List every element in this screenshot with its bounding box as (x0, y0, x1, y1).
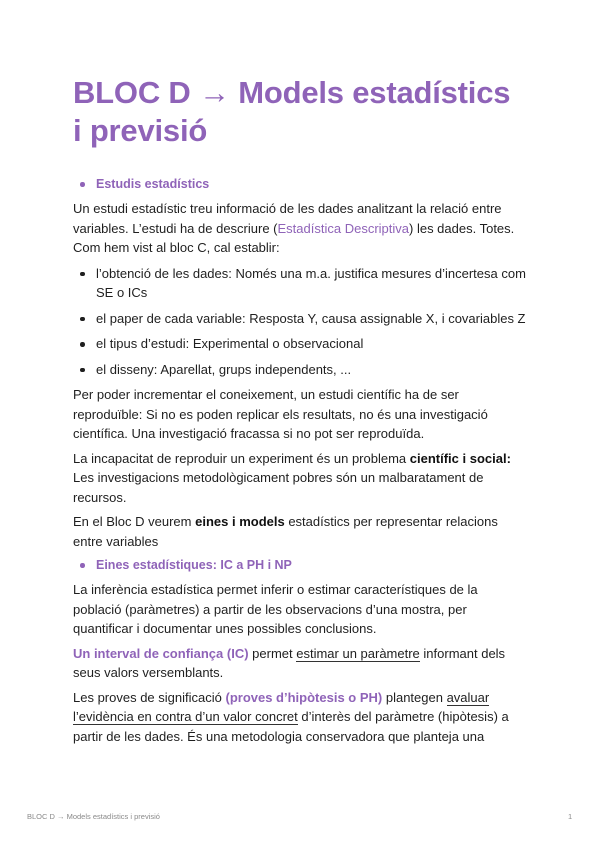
page-body (73, 74, 529, 746)
list-item: el paper de cada variable: Resposta Y, causa assignable X, i covariables Z (73, 309, 529, 329)
paragraph-bloc-d: En el Bloc D veurem eines i models estadístics per representar relacions entre variables (73, 514, 498, 549)
paragraph-ph: Les proves de significació (proves d’hipòtesis o PH) plantegen avaluar l’evidència en contra d’un valor concret d’interès del paràmetre (hipòtesis) a partir de les dades. És una metodologia conservadora que planteja una (73, 689, 509, 744)
paragraph-reproducibility: Per poder incrementar el coneixement, un estudi científic ha de ser reproduïble: Si no es poden replicar els resultats, no és una investigació científica. Una investigació fracassa si no pot ser reproduïda. (73, 387, 488, 441)
list-item: el tipus d’estudi: Experimental o observacional (73, 334, 529, 354)
list-item: l’obtenció de les dades: Només una m.a. justifica mesures d’incertesa com SE o ICs (73, 264, 529, 303)
section-heading-eines: Eines estadístiques: IC a PH i NP (73, 555, 529, 575)
page-footer: BLOC D → Models estadístics i previsió (27, 812, 160, 821)
page-title (73, 74, 529, 150)
bullet-dot-icon (80, 182, 85, 187)
bullet-dot-icon (80, 368, 85, 373)
page-number: 1 (568, 812, 573, 821)
bullet-dot-icon (80, 317, 85, 322)
title-line-2: i previsió (73, 113, 208, 148)
bullet-dot-icon (80, 342, 85, 347)
section-heading-estudis: Estudis estadístics (73, 174, 529, 194)
paragraph-intro: Un estudi estadístic treu informació de les dades analitzant la relació entre variables. L’estudi ha de descriure (Estadística Descriptiva) les dades. Totes. Com hem vist al bloc C, cal establir: (73, 201, 515, 255)
link-estadistica-descriptiva[interactable]: Estadística Descriptiva (277, 220, 410, 236)
bullet-dot-icon (80, 272, 85, 277)
paragraph-incapacity: La incapacitat de reproduir un experiment és un problema científic i social: Les investigacions metodològicament pobres són un malbaratament de recursos. (73, 450, 511, 505)
bullet-dot-icon (80, 563, 85, 568)
requirements-list (73, 264, 529, 380)
list-item: el disseny: Aparellat, grups independents, ... (73, 360, 529, 380)
paragraph-inference: La inferència estadística permet inferir o estimar característiques de la població (paràmetres) a partir de les observacions d’una mostra, per quantificar i documentar unes possibles conclusions. (73, 582, 478, 636)
paragraph-ic: Un interval de confiança (IC) permet estimar un paràmetre informant dels seus valors versemblants. (73, 645, 506, 680)
title-line-1: BLOC D → Models estadístics (73, 75, 511, 110)
